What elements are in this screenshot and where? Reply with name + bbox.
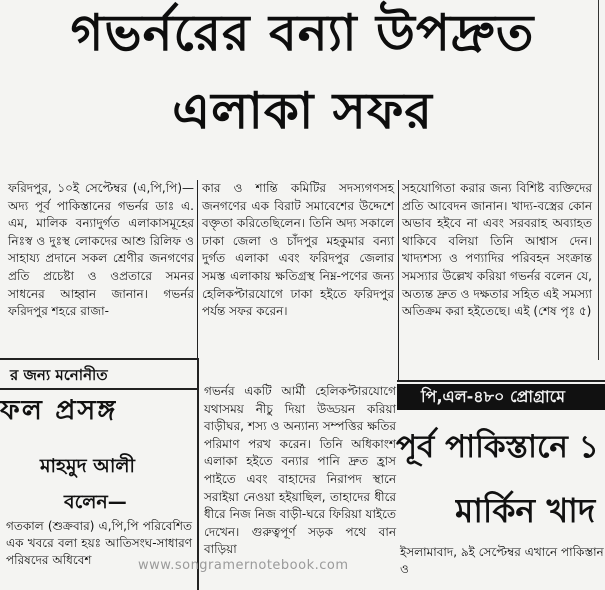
right-box-top-rule	[397, 380, 605, 382]
box-right-rule	[197, 358, 199, 590]
article-column-2: কার ও শান্তি কমিটির সদস্যগণসহ জনগণের এক বিরাট সমাবেশের উদ্দেশে বক্তৃতা করিতেছিলেন। তিনি অদ্য সকালে ঢাকা জেলা ও চাঁদপুর মহকুমার বন্যা দুর্গত এলাকা এবং ফরিদপুর জেলার সমস্ত এলাকায় ক্ষতিগ্রস্থ নিম্ন-পণের জন্য হেলিকপ্টারযোগে ঢাকা হইতে ফরিদপুর পর্যন্ত সফর করেন।	[202, 181, 394, 319]
column-divider	[398, 180, 399, 380]
left-box-subtitle: ফল প্রসঙ্গ	[0, 395, 118, 426]
right-box-banner: পি,এল-৪৮০ প্রোগ্রামে	[397, 384, 605, 410]
article-column-2-continued: গভর্নর একটি আর্মী হেলিকপ্টারযোগে যথাসময় নীচু দিয়া উড্ডয়ন করিয়া বাড়ীঘর, শস্য ও অন্যান্য সম্পত্তির ক্ষতির পরিমাণ পরখ করেন। তিনি অধিকাংশ এলাকা হইতে বন্যার পানি দ্রুত হ্রাস পাইতে এবং বাহাদের নিরাপদ স্থানে সরাইয়া নেওয়া হইয়াছিল, তাহাদের ধীরে ধীরে নিজ নিজ বাড়ী-ঘরে ফিরিয়া যাইতে দেখেন। গুরুত্বপূর্ণ সড়ক পথে বান বাড়িয়া	[204, 384, 396, 557]
left-box-body: গতকাল (শুক্রবার) এ,পি,পি পরিবেশিত এক খবরে বলা হয়ঃ আতিসংঘ-সাধারণ পরিষদের অধিবেশ	[6, 519, 192, 567]
right-box-headline-1: পূর্ব পাকিস্তানে ১	[396, 429, 599, 465]
right-box-headline-2: মার্কিন খাদ	[455, 491, 596, 530]
left-box-name: মাহমুদ আলী	[40, 455, 135, 477]
left-box-says: বলেন—	[64, 491, 127, 513]
column-divider	[197, 180, 198, 358]
box-top-rule	[0, 358, 197, 360]
article-column-1: ফরিদপুর, ১০ই সেপ্টেম্বর (এ,পি,পি)—অদ্য পূর্ব পাকিস্তানের গভর্নর ডাঃ এ. এম, মালিক বন্যাদুর্গত এলাকাসমূহের নিঃস্ব ও দুঃস্থ লোকদের আশু রিলিফ ও সাহায্য প্রদানে সকল শ্রেণীর জনগণের প্রতি প্রচেষ্টা ও ওপ্রতারে সমনর সাধনের আহ্বান জানান। গভর্নর ফরিদপুর শহরে রাজা-	[8, 181, 194, 319]
watermark: www.songramernotebook.com	[138, 558, 349, 573]
headline-line-1: গভর্নরের বন্যা উপদ্রুত	[70, 4, 535, 62]
headline-line-2: এলাকা সফর	[172, 82, 433, 140]
right-box-body: ইসলামাবাদ, ৯ই সেপ্টেম্বর এখানে পাকিস্তান ও	[400, 545, 604, 576]
article-column-3: সহযোগিতা করার জন্য বিশিষ্ট ব্যক্তিদের প্রতি আবেদন জানান। খাদ্য-বস্ত্রের কোন অভাব হইবে না এবং সরবরাহ অব্যাহত থাকিবে বলিয়া তিনি আশ্বাস দেন। খাদ্যশস্য ও পণ্যাদির পরিবহন সংক্রান্ত সমস্যার উল্লেখ করিয়া গভর্নর বলেন যে, অত্যন্ত দ্রুত ও দক্ষতার সহিত এই সমস্যা অতিক্রম করা হইতেছে। এই (শেষ পৃঃ ৫)	[402, 181, 592, 319]
left-box-title: র জন্য মনোনীত	[10, 366, 108, 384]
